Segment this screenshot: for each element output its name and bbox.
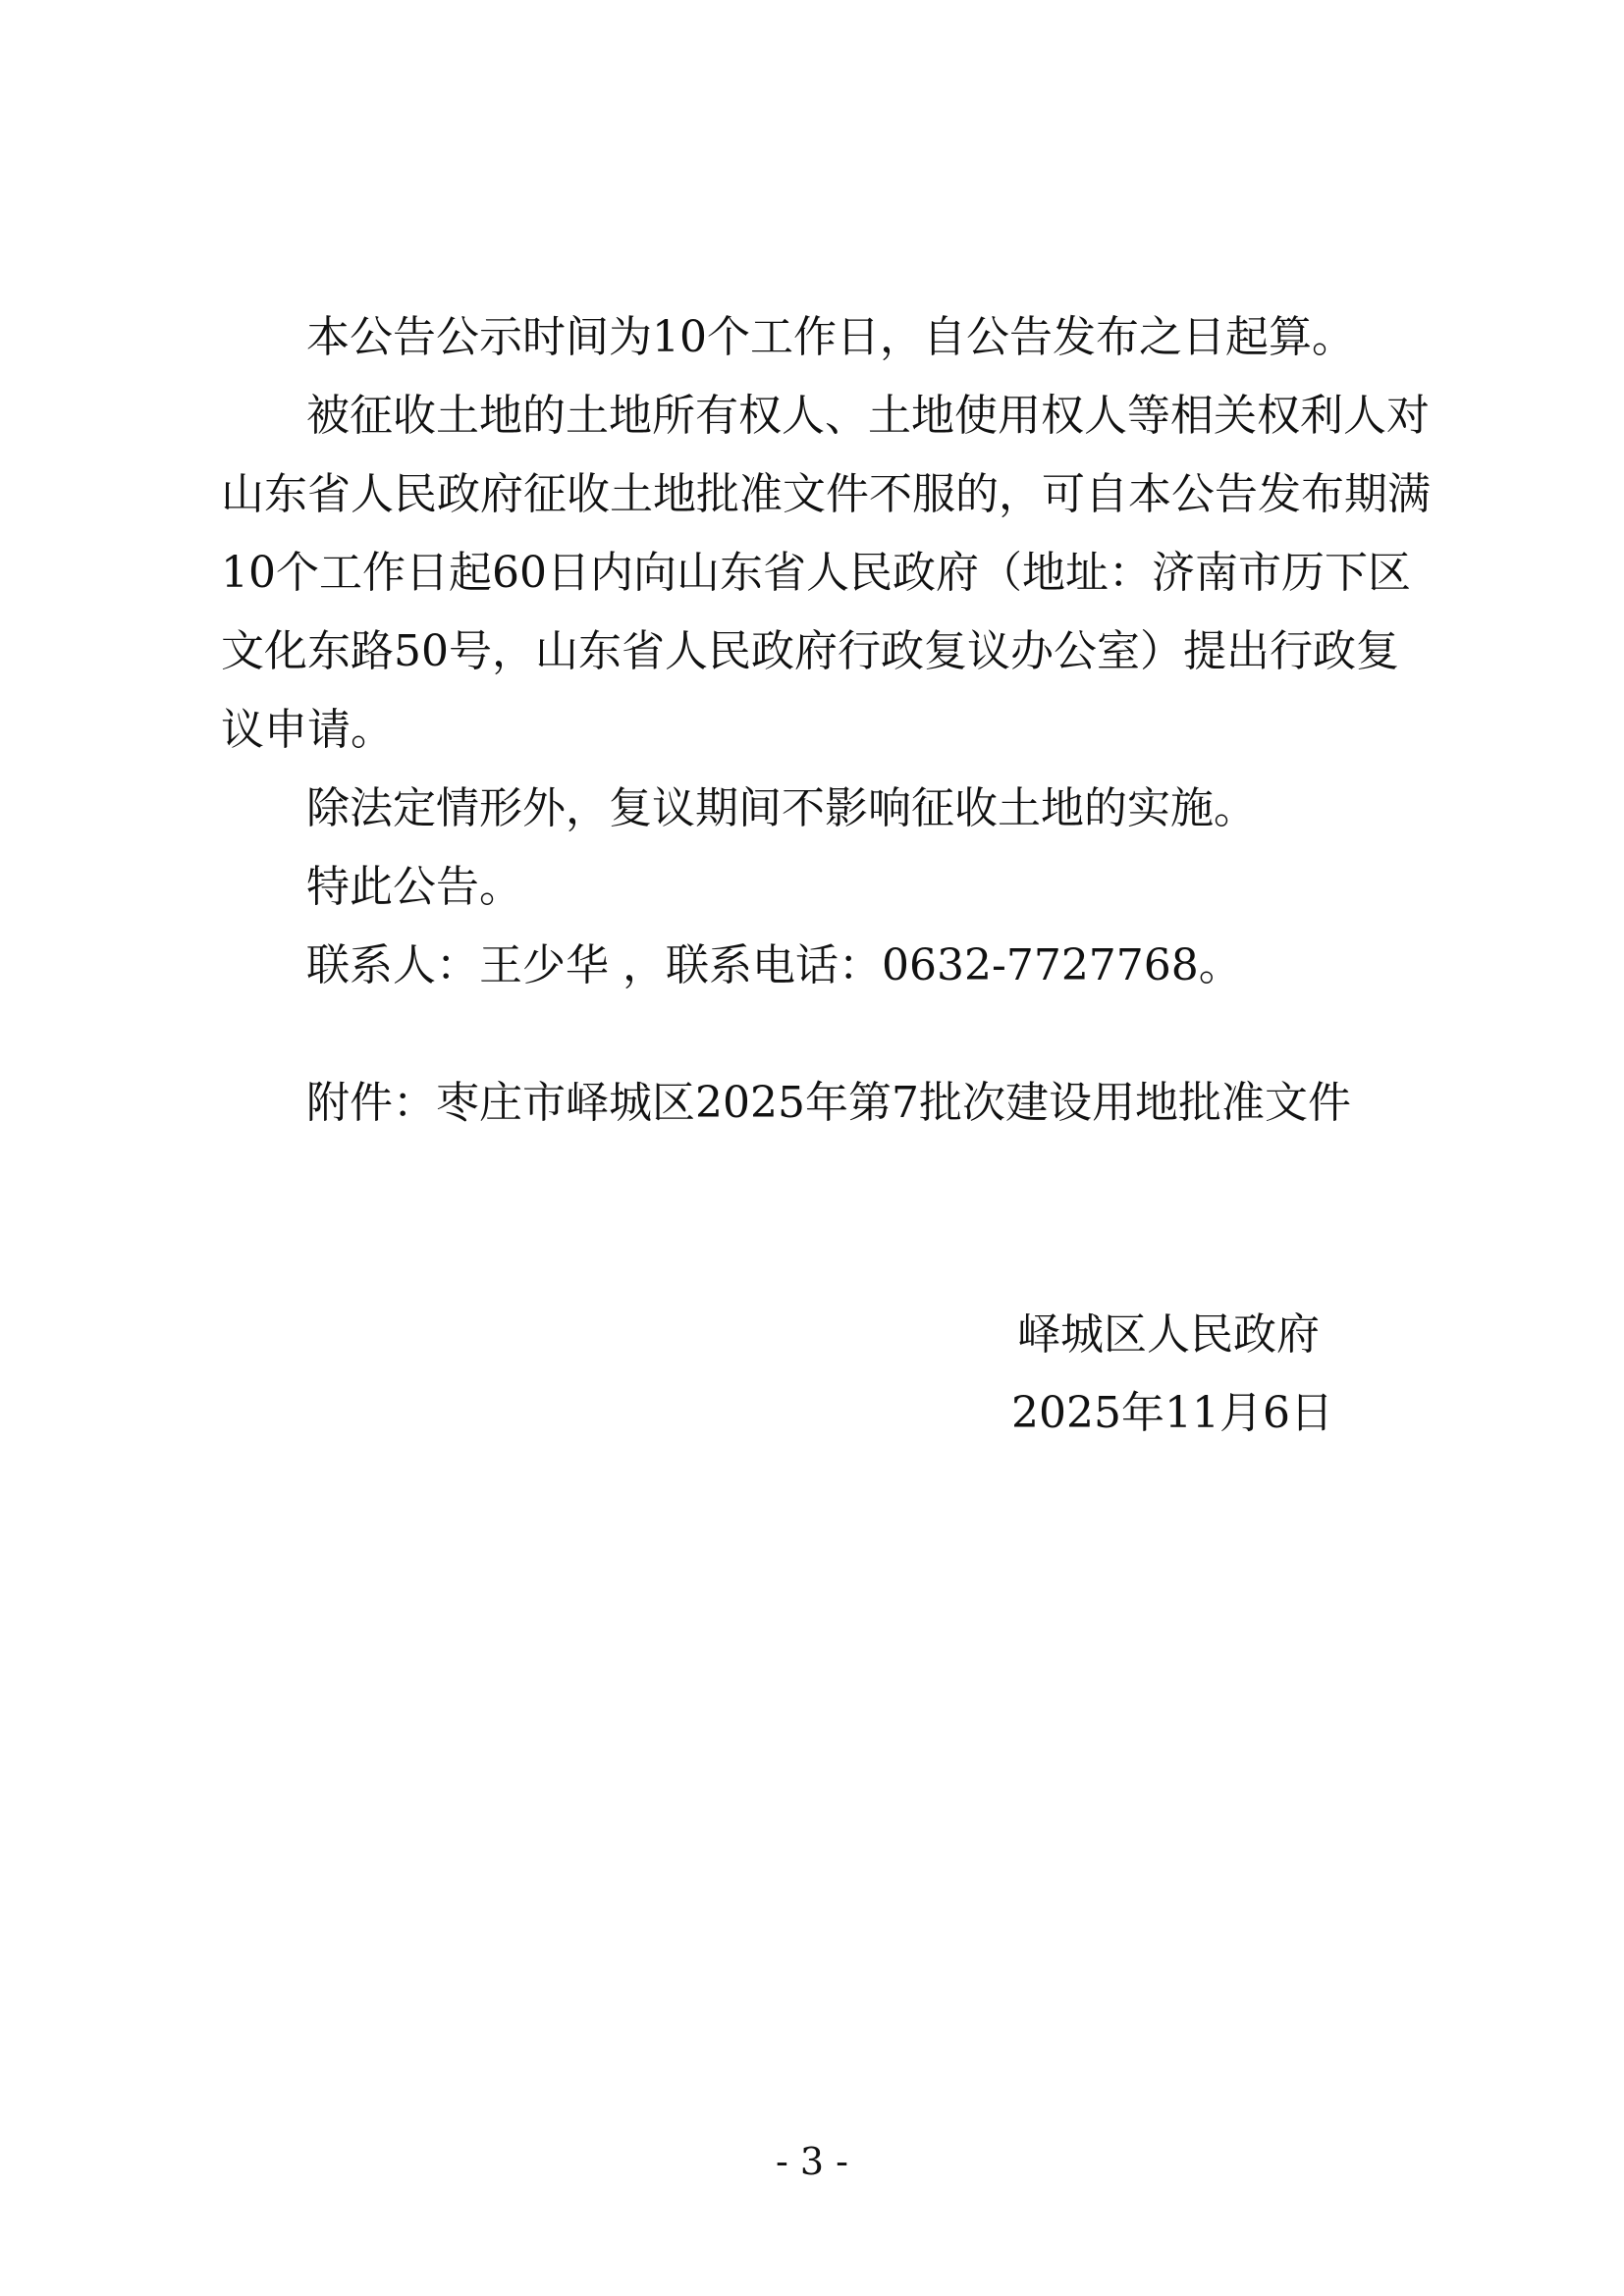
- paragraph-review-notice: 除法定情形外，复议期间不影响征收土地的实施。: [306, 783, 1257, 833]
- page-number: - 3 -: [775, 2140, 848, 2183]
- paragraph-rights-line-5: 议申请。: [221, 705, 394, 755]
- attachment-line: 附件：枣庄市峄城区2025年第7批次建设用地批准文件: [306, 1078, 1351, 1128]
- paragraph-publicity-period: 本公告公示时间为10个工作日，自公告发布之日起算。: [306, 312, 1355, 362]
- paragraph-rights-line-2: 山东省人民政府征收土地批准文件不服的，可自本公告发布期满: [221, 469, 1431, 519]
- issue-date: 2025年11月6日: [1011, 1388, 1333, 1438]
- paragraph-rights-line-3: 10个工作日起60日内向山东省人民政府（地址：济南市历下区: [221, 548, 1411, 598]
- paragraph-rights-line-1: 被征收土地的土地所有权人、土地使用权人等相关权利人对: [306, 391, 1430, 441]
- issuer-signature: 峄城区人民政府: [1017, 1309, 1320, 1360]
- paragraph-announcement: 特此公告。: [306, 862, 522, 912]
- paragraph-contact: 联系人：王少华 ，联系电话：0632-7727768。: [306, 940, 1242, 990]
- paragraph-rights-line-4: 文化东路50号，山东省人民政府行政复议办公室）提出行政复: [221, 626, 1399, 676]
